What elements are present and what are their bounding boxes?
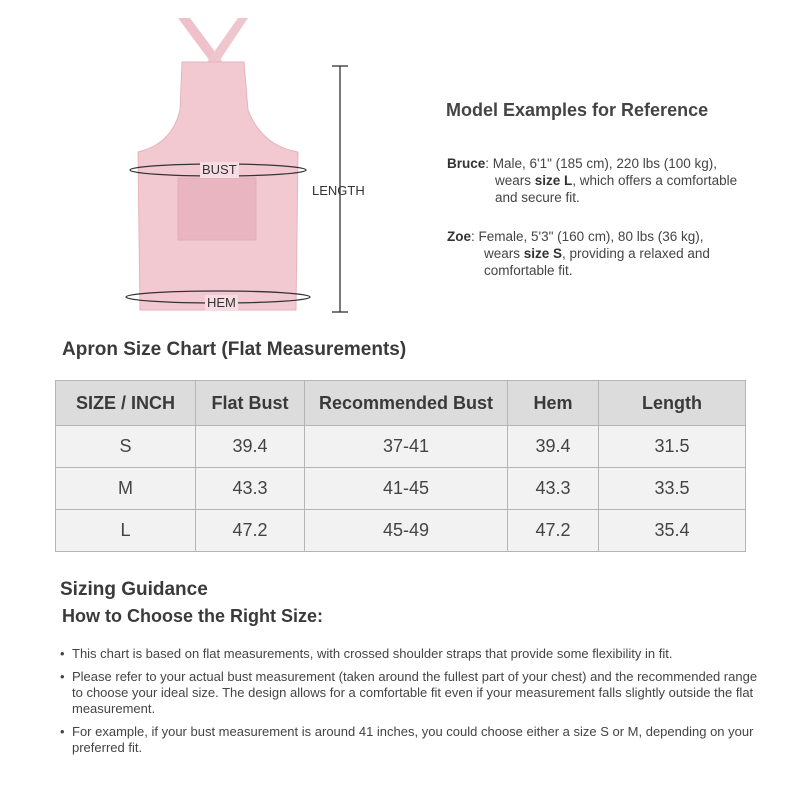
table-row xyxy=(56,510,746,552)
cell-flat-bust: 47.2 xyxy=(196,510,305,552)
size-chart-table xyxy=(55,380,746,552)
model-name: Zoe xyxy=(447,229,472,244)
guidance-list xyxy=(58,646,768,763)
table-header-row xyxy=(56,381,746,426)
model-zoe xyxy=(447,228,710,279)
cell-size: L xyxy=(56,510,196,552)
cell-recommended-bust: 45-49 xyxy=(305,510,508,552)
header-hem: Hem xyxy=(508,381,599,426)
cell-hem: 39.4 xyxy=(508,426,599,468)
guidance-subtitle: How to Choose the Right Size: xyxy=(62,606,323,626)
cell-length: 35.4 xyxy=(599,510,746,552)
cell-hem: 47.2 xyxy=(508,510,599,552)
guidance-bullet: • Please refer to your actual bust measurement (taken around the fullest part of your chest) and the recommended range to choose your ideal size. The design allows for a comfortable fit even if your measurement falls slightly outside the flat measurement. xyxy=(58,669,768,717)
cell-size: M xyxy=(56,468,196,510)
reference-title: Model Examples for Reference xyxy=(446,100,709,120)
model-bruce xyxy=(447,155,737,206)
model-size: size S xyxy=(523,246,563,261)
cell-flat-bust: 39.4 xyxy=(196,426,305,468)
model-fit: , providing a relaxed and xyxy=(562,246,710,261)
model-fit: , which offers a comfortable xyxy=(572,173,738,188)
guidance-bullet: • For example, if your bust measurement is around 41 inches, you could choose either a size S or M, depending on your preferred fit. xyxy=(58,724,768,756)
cell-hem: 43.3 xyxy=(508,468,599,510)
model-wears: wears xyxy=(484,246,524,261)
model-stats: : Male, 6'1" (185 cm), 220 lbs (100 kg), xyxy=(485,156,717,171)
cell-length: 31.5 xyxy=(599,426,746,468)
bust-label: BUST xyxy=(202,162,237,177)
apron-illustration xyxy=(120,10,380,320)
table-row xyxy=(56,426,746,468)
table-row xyxy=(56,468,746,510)
cell-size: S xyxy=(56,426,196,468)
guidance-bullet: • This chart is based on flat measurements, with crossed shoulder straps that provide some flexibility in fit. xyxy=(58,646,768,662)
size-chart-title: Apron Size Chart (Flat Measurements) xyxy=(62,339,407,360)
cell-flat-bust: 43.3 xyxy=(196,468,305,510)
model-size: size L xyxy=(534,173,573,188)
header-recommended-bust: Recommended Bust xyxy=(305,381,508,426)
cell-recommended-bust: 41-45 xyxy=(305,468,508,510)
header-flat-bust: Flat Bust xyxy=(196,381,305,426)
length-label: LENGTH xyxy=(312,183,365,198)
model-fit-end: and secure fit. xyxy=(495,190,580,205)
cell-recommended-bust: 37-41 xyxy=(305,426,508,468)
model-name: Bruce xyxy=(447,156,486,171)
model-fit-end: comfortable fit. xyxy=(484,263,573,278)
apron-pocket xyxy=(178,178,256,240)
guidance-title: Sizing Guidance xyxy=(60,579,208,600)
model-wears: wears xyxy=(495,173,535,188)
hem-label: HEM xyxy=(207,295,236,310)
header-length: Length xyxy=(599,381,746,426)
cell-length: 33.5 xyxy=(599,468,746,510)
model-stats: : Female, 5'3" (160 cm), 80 lbs (36 kg), xyxy=(471,229,704,244)
header-size: SIZE / INCH xyxy=(56,381,196,426)
